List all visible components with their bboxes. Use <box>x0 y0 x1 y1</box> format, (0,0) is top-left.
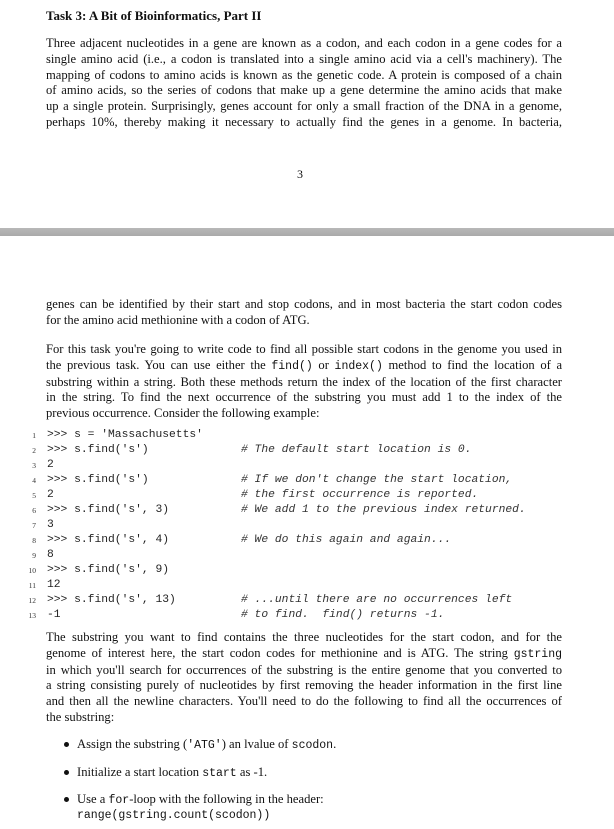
line-number: 4 <box>32 476 36 485</box>
line-number: 12 <box>28 596 36 605</box>
code-source: >>> s.find('s', 13) <box>47 594 176 606</box>
code-comment: # The default start location is 0. <box>241 444 472 456</box>
line-number: 7 <box>32 521 36 530</box>
bullet-icon <box>64 770 69 775</box>
inline-code-find: find() <box>271 359 313 373</box>
text-line: and then all the newline characters. You'll need to do the following to find all the occurrences of <box>46 694 562 709</box>
page-top <box>0 0 614 228</box>
code-source: >>> s = 'Massachusetts' <box>47 429 203 441</box>
substring-paragraph <box>46 630 562 726</box>
code-line <box>0 428 614 443</box>
task-heading: Task 3: A Bit of Bioinformatics, Part II <box>46 8 262 23</box>
continuation-paragraph <box>46 297 562 329</box>
line-number: 9 <box>32 551 36 560</box>
inline-code-gstring: gstring <box>513 647 562 661</box>
line-number: 5 <box>32 491 36 500</box>
code-line <box>0 548 614 563</box>
text-line: perhaps 10%, thereby making it necessary to actually find the genes in a genome. In bacteria, <box>46 114 562 129</box>
text-segment: Initialize a start location <box>77 765 200 779</box>
code-line <box>0 563 614 578</box>
text-segment: method to find the location of a <box>388 357 563 372</box>
list-item-text <box>77 737 336 754</box>
list-item-text <box>77 765 267 782</box>
code-comment: # the first occurrence is reported. <box>241 489 479 501</box>
code-line <box>0 503 614 518</box>
text-line: for the amino acid methionine with a codon of ATG. <box>46 312 310 327</box>
text-line: of amino acids, so the series of codons that make up a gene determine the amino acids that make <box>46 83 562 98</box>
code-line <box>0 578 614 593</box>
inline-code-atg: 'ATG' <box>187 739 222 752</box>
text-line <box>46 358 562 375</box>
text-line: in which you'll search for occurrences of the substring is the entire genome that you converted to <box>46 662 562 677</box>
text-line: in the string. To find the next occurrence of the substring you must add 1 to the index of the <box>46 390 562 405</box>
text-line: For this task you're going to write code to find all possible start codons in the genome you used in <box>46 342 562 356</box>
code-line <box>0 533 614 548</box>
text-line: Three adjacent nucleotides in a gene are known as a codon, and each codon in a gene codes for a <box>46 36 562 50</box>
text-line <box>46 646 562 663</box>
code-line <box>0 608 614 623</box>
code-source: 2 <box>47 459 54 471</box>
intro-paragraph <box>46 36 562 131</box>
text-segment: genome of interest here, the start codon codes for methionine and is ATG. The string <box>46 645 508 660</box>
code-comment: # ...until there are no occurrences left <box>241 594 513 606</box>
code-source: >>> s.find('s', 9) <box>47 564 170 576</box>
inline-code-index: index() <box>334 359 383 373</box>
code-source: -1 <box>47 609 61 621</box>
code-source: >>> s.find('s') <box>47 444 149 456</box>
code-source: 12 <box>47 579 61 591</box>
line-number: 1 <box>32 431 36 440</box>
code-line <box>0 473 614 488</box>
text-segment: -loop with the following in the header: <box>129 792 324 806</box>
inline-code-range: range(gstring.count(scodon)) <box>77 809 271 822</box>
page-separator <box>0 228 614 236</box>
text-line: the substring: <box>46 709 115 724</box>
code-line <box>0 593 614 608</box>
line-number: 11 <box>28 581 36 590</box>
text-line: genes can be identified by their start and stop codons, and in most bacteria the start codon codes <box>46 297 562 311</box>
text-segment: as -1. <box>239 765 268 779</box>
code-source: >>> s.find('s', 3) <box>47 504 170 516</box>
line-number: 6 <box>32 506 36 515</box>
code-line <box>0 518 614 533</box>
text-line: single amino acid (i.e., a codon is translated into a single amino acid via a cell's machinery). The <box>46 51 562 66</box>
text-line: substring within a string. Both these methods return the index of the location of the first character <box>46 374 562 389</box>
line-number: 3 <box>32 461 36 470</box>
code-comment: # We do this again and again... <box>241 534 452 546</box>
code-comment: # We add 1 to the previous index returned. <box>241 504 526 516</box>
inline-code-for: for <box>108 794 130 807</box>
text-line: a string consisting purely of nucleotides by first removing the header information in the first line <box>46 678 562 693</box>
code-source: 2 <box>47 489 54 501</box>
bullet-icon <box>64 797 69 802</box>
line-number: 13 <box>28 611 36 620</box>
code-line <box>0 458 614 473</box>
code-source: >>> s.find('s', 4) <box>47 534 170 546</box>
text-line: up a single protein. Surprisingly, genes account for only a small fraction of the DNA in a genome, <box>46 99 562 114</box>
text-line: previous occurrence. Consider the following example: <box>46 406 320 421</box>
code-source: 3 <box>47 519 54 531</box>
task-paragraph <box>46 342 562 422</box>
text-segment: Use a <box>77 792 106 806</box>
inline-code-start: start <box>202 767 237 780</box>
text-segment: the previous task. You can use either the <box>46 357 266 372</box>
text-segment: ) an lvalue of <box>221 737 289 751</box>
code-comment: # If we don't change the start location, <box>241 474 513 486</box>
bullet-icon <box>64 742 69 747</box>
text-segment: . <box>333 737 337 751</box>
list-item-text <box>77 792 324 809</box>
inline-code-scodon: scodon <box>291 739 334 752</box>
line-number: 2 <box>32 446 36 455</box>
text-line: mapping of codons to amino acids is known as the genetic code. A protein is composed of a chain <box>46 67 562 82</box>
code-source: 8 <box>47 549 54 561</box>
code-source: >>> s.find('s') <box>47 474 149 486</box>
line-number: 8 <box>32 536 36 545</box>
text-segment: or <box>318 357 329 372</box>
code-line <box>0 488 614 503</box>
text-segment: Assign the substring ( <box>77 737 188 751</box>
page-number: 3 <box>297 167 303 181</box>
text-line: The substring you want to find contains the three nucleotides for the start codon, and for the <box>46 630 562 644</box>
line-number: 10 <box>28 566 36 575</box>
code-line <box>0 443 614 458</box>
code-comment: # to find. find() returns -1. <box>241 609 445 621</box>
